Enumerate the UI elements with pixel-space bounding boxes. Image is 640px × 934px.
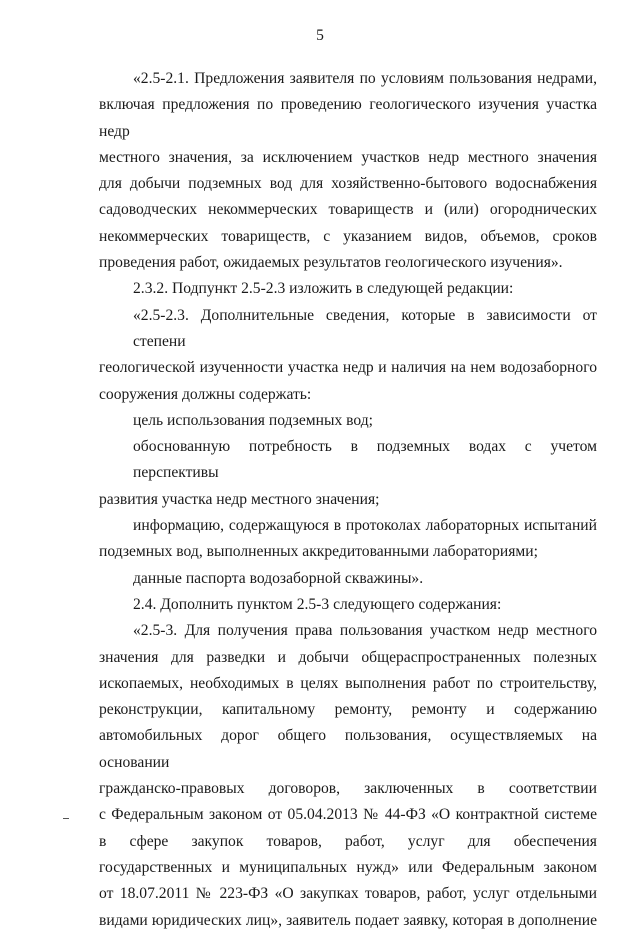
text-line: государственных и муниципальных нужд» или Федеральным законом	[99, 858, 597, 876]
text-line: некоммерческих товариществ, с указанием видов, объемов, сроков	[99, 227, 597, 245]
text-line: видами юридических лиц», заявитель подает заявку, которая в дополнение	[99, 911, 597, 929]
text-line: 2.4. Дополнить пунктом 2.5-3 следующего содержания:	[133, 595, 502, 613]
page-number: 5	[316, 27, 324, 44]
text-line: от 18.07.2011 № 223-ФЗ «О закупках товаров, работ, услуг отдельными	[99, 885, 597, 903]
text-line: геологической изученности участка недр и наличия на нем водозаборного	[99, 359, 597, 377]
text-line: для добычи подземных вод для хозяйственно-бытового водоснабжения	[99, 175, 597, 193]
text-line: обоснованную потребность в подземных водах с учетом перспективы	[133, 438, 597, 482]
text-line: «2.5-2.3. Дополнительные сведения, которые в зависимости от степени	[133, 306, 597, 350]
text-line: реконструкции, капитальному ремонту, ремонту и содержанию	[99, 701, 597, 719]
text-line: 2.3.2. Подпункт 2.5-2.3 изложить в следующей редакции:	[133, 280, 514, 298]
text-line: с Федеральным законом от 05.04.2013 № 44-ФЗ «О контрактной системе	[99, 806, 597, 824]
text-line: данные паспорта водозаборной скважины».	[133, 569, 424, 587]
text-line: ископаемых, необходимых в целях выполнения работ по строительству,	[99, 674, 597, 692]
text-line: гражданско-правовых договоров, заключенных в соответствии	[99, 780, 597, 798]
text-line: в сфере закупок товаров, работ, услуг для обеспечения	[99, 832, 597, 850]
text-line: «2.5-2.1. Предложения заявителя по условиям пользования недрами,	[133, 70, 597, 87]
text-line: значения для разведки и добычи общераспространенных полезных	[99, 648, 597, 666]
text-line: садоводческих некоммерческих товариществ и (или) огороднических	[99, 201, 597, 219]
text-line: автомобильных дорог общего пользования, осуществляемых на основании	[99, 727, 597, 771]
text-line: подземных вод, выполненных аккредитованными лабораториями;	[99, 543, 538, 561]
text-line: сооружения должны содержать:	[99, 385, 312, 403]
document-body	[99, 66, 597, 934]
text-line: «2.5-3. Для получения права пользования участком недр местного	[133, 622, 597, 640]
text-line: информацию, содержащуюся в протоколах лабораторных испытаний	[133, 517, 597, 535]
text-line: включая предложения по проведению геологического изучения участка недр	[99, 96, 597, 140]
scan-artifact-mark	[63, 818, 69, 819]
text-line: цель использования подземных вод;	[133, 411, 374, 429]
text-line: местного значения, за исключением участков недр местного значения	[99, 148, 597, 166]
text-line: развития участка недр местного значения;	[99, 490, 380, 508]
text-line: проведения работ, ожидаемых результатов геологического изучения».	[99, 254, 563, 272]
